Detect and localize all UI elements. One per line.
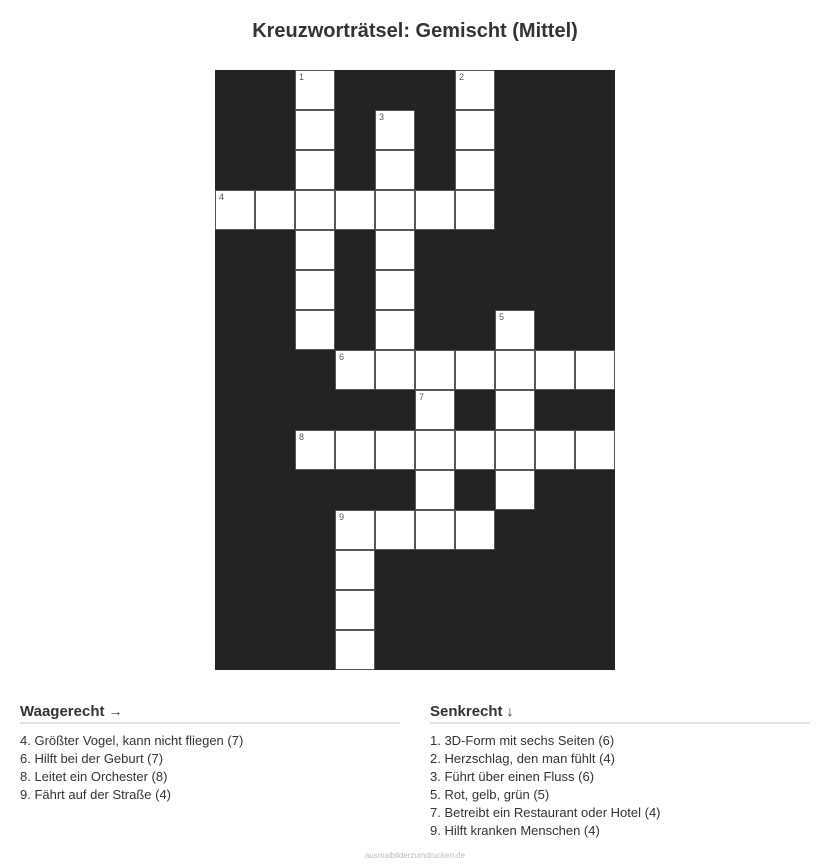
across-clue: 9. Fährt auf der Straße (4) — [20, 787, 172, 802]
crossword-cell[interactable] — [495, 390, 535, 430]
crossword-cell[interactable] — [575, 430, 615, 470]
crossword-cell[interactable] — [495, 310, 535, 350]
crossword-cell[interactable] — [335, 590, 375, 630]
clue-number: 4 — [219, 192, 225, 202]
crossword-cell[interactable] — [375, 430, 415, 470]
crossword-cell[interactable] — [535, 350, 575, 390]
crossword-cell[interactable] — [335, 630, 375, 670]
clue-number: 6 — [339, 352, 345, 362]
crossword-cell[interactable] — [455, 350, 495, 390]
across-heading-label: Waagerecht — [20, 703, 105, 720]
crossword-cell[interactable] — [295, 70, 335, 110]
down-heading-label: Senkrecht — [430, 703, 503, 720]
crossword-cell[interactable] — [295, 430, 335, 470]
crossword-cell[interactable] — [495, 350, 535, 390]
crossword-cell[interactable] — [415, 350, 455, 390]
clue-number: 9 — [339, 512, 345, 522]
down-clues — [430, 702, 810, 840]
crossword-cell[interactable] — [295, 110, 335, 150]
crossword-cell[interactable] — [455, 70, 495, 110]
clue-number: 7 — [419, 392, 425, 402]
crossword-cell[interactable] — [295, 230, 335, 270]
crossword-cell[interactable] — [375, 270, 415, 310]
down-heading — [430, 702, 810, 724]
crossword-cell[interactable] — [335, 550, 375, 590]
crossword-cell[interactable] — [455, 510, 495, 550]
crossword-cell[interactable] — [335, 510, 375, 550]
across-heading — [20, 702, 400, 724]
crossword-cell[interactable] — [295, 150, 335, 190]
crossword-cell[interactable] — [375, 110, 415, 150]
crossword-cell[interactable] — [335, 190, 375, 230]
across-clue: 4. Größter Vogel, kann nicht fliegen (7) — [20, 733, 244, 748]
crossword-cell[interactable] — [575, 350, 615, 390]
down-clue: 3. Führt über einen Fluss (6) — [430, 769, 595, 784]
clue-number: 2 — [459, 72, 465, 82]
clue-number: 5 — [499, 312, 505, 322]
crossword-cell[interactable] — [455, 150, 495, 190]
crossword-cell[interactable] — [455, 430, 495, 470]
crossword-cell[interactable] — [335, 430, 375, 470]
crossword-cell[interactable] — [415, 190, 455, 230]
crossword-cell[interactable] — [295, 190, 335, 230]
crossword-cell[interactable] — [455, 190, 495, 230]
down-clue: 9. Hilft kranken Menschen (4) — [430, 823, 600, 838]
across-clue: 8. Leitet ein Orchester (8) — [20, 769, 168, 784]
across-clue: 6. Hilft bei der Geburt (7) — [20, 751, 164, 766]
clue-number: 8 — [299, 432, 305, 442]
clue-number: 3 — [379, 112, 385, 122]
arrow-down-icon: ↓ — [506, 703, 514, 719]
crossword-cell[interactable] — [415, 390, 455, 430]
crossword-grid — [215, 70, 615, 670]
across-clue-list — [20, 732, 400, 804]
crossword-cell[interactable] — [295, 310, 335, 350]
crossword-cell[interactable] — [375, 190, 415, 230]
across-clues — [20, 702, 400, 804]
clue-number: 1 — [299, 72, 305, 82]
arrow-right-icon: → — [108, 703, 123, 719]
crossword-cell[interactable] — [455, 110, 495, 150]
down-clue: 7. Betreibt ein Restaurant oder Hotel (4) — [430, 805, 661, 820]
crossword-cell[interactable] — [375, 350, 415, 390]
crossword-cell[interactable] — [535, 430, 575, 470]
down-clue: 5. Rot, gelb, grün (5) — [430, 787, 550, 802]
crossword-cell[interactable] — [375, 310, 415, 350]
crossword-cell[interactable] — [335, 350, 375, 390]
crossword-cell[interactable] — [375, 510, 415, 550]
crossword-cell[interactable] — [255, 190, 295, 230]
footer-credit: ausmalbilderzumdrucken.de — [364, 851, 466, 860]
down-clue: 1. 3D-Form mit sechs Seiten (6) — [430, 733, 615, 748]
crossword-cell[interactable] — [415, 430, 455, 470]
crossword-cell[interactable] — [215, 190, 255, 230]
crossword-cell[interactable] — [415, 470, 455, 510]
down-clue: 2. Herzschlag, den man fühlt (4) — [430, 751, 615, 766]
down-clue-list — [430, 732, 810, 840]
crossword-cell[interactable] — [495, 470, 535, 510]
page-title: Kreuzworträtsel: Gemischt (Mittel) — [252, 20, 578, 42]
crossword-cell[interactable] — [415, 510, 455, 550]
crossword-cell[interactable] — [495, 430, 535, 470]
crossword-cell[interactable] — [375, 230, 415, 270]
crossword-cell[interactable] — [295, 270, 335, 310]
crossword-cell[interactable] — [375, 150, 415, 190]
